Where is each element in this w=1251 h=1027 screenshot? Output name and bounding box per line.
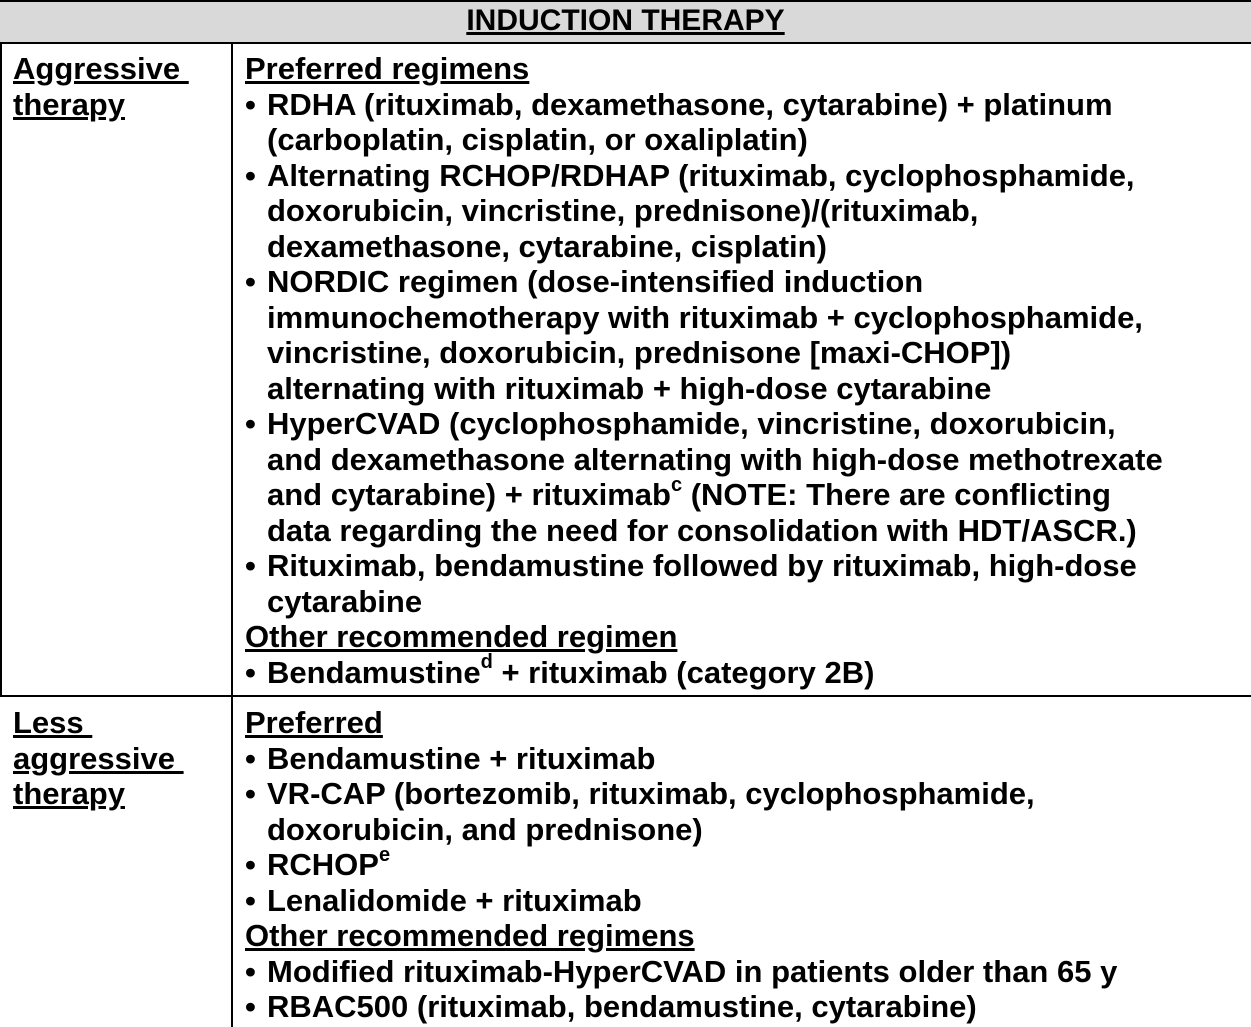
- group-heading: Preferred: [245, 705, 383, 740]
- list-item: • Lenalidomide + rituximab: [245, 883, 1250, 919]
- left-border: [0, 44, 2, 695]
- column-divider: [231, 44, 233, 1027]
- list-item: • RBAC500 (rituximab, bendamustine, cytarabine): [245, 989, 1250, 1025]
- footnote-marker: d: [480, 651, 493, 674]
- regimen-list: [245, 651, 1250, 691]
- row-divider: [0, 695, 1251, 697]
- row-label-aggressive: Aggressive therapy: [13, 51, 189, 122]
- row-label-less-aggressive: Less aggressive therapy: [13, 705, 184, 811]
- aggressive-regimens: [245, 51, 1250, 690]
- footnote-marker: e: [378, 843, 391, 866]
- list-item: • Rituximab, bendamustine followed by rituximab, high-dose cytarabine: [245, 548, 1250, 619]
- footnote-marker: c: [670, 473, 683, 496]
- list-item: • Bendamustine + rituximab: [245, 741, 1250, 777]
- table-header: [0, 0, 1251, 44]
- group-heading: Other recommended regimen: [245, 619, 678, 654]
- table-title: INDUCTION THERAPY: [466, 4, 785, 37]
- list-item: • NORDIC regimen (dose-intensified induction immunochemotherapy with rituximab + cyclophosphamide, vincristine, doxorubicin, prednisone [maxi-CHOP]) alternating with rituximab + high-dose cytarabine: [245, 264, 1250, 406]
- less-aggressive-regimens: [245, 705, 1250, 1025]
- list-item: • HyperCVAD (cyclophosphamide, vincristine, doxorubicin, and dexamethasone alternating with high-dose methotrexate and cytarabine) + rituximab$^c$ (NOTE: There are conflicting data regarding the need for consolidation with HDT/ASCR.): [245, 406, 1250, 548]
- list-item: • RCHOP$^e$: [245, 847, 1250, 883]
- list-item: • Bendamustine$^d$ + rituximab (category 2B): [245, 655, 1250, 691]
- regimen-list: [245, 87, 1250, 620]
- regimen-list: [245, 741, 1250, 919]
- list-item: • RDHA (rituximab, dexamethasone, cytarabine) + platinum (carboplatin, cisplatin, or oxaliplatin): [245, 87, 1250, 158]
- group-heading: Preferred regimens: [245, 51, 530, 86]
- list-item: • Modified rituximab-HyperCVAD in patients older than 65 y: [245, 954, 1250, 990]
- list-item: • Alternating RCHOP/RDHAP (rituximab, cyclophosphamide, doxorubicin, vincristine, prednisone)/(rituximab, dexamethasone, cytarabine, cisplatin): [245, 158, 1250, 265]
- regimen-list: [245, 954, 1250, 1025]
- group-heading: Other recommended regimens: [245, 918, 695, 953]
- list-item: • VR-CAP (bortezomib, rituximab, cyclophosphamide, doxorubicin, and prednisone): [245, 776, 1250, 847]
